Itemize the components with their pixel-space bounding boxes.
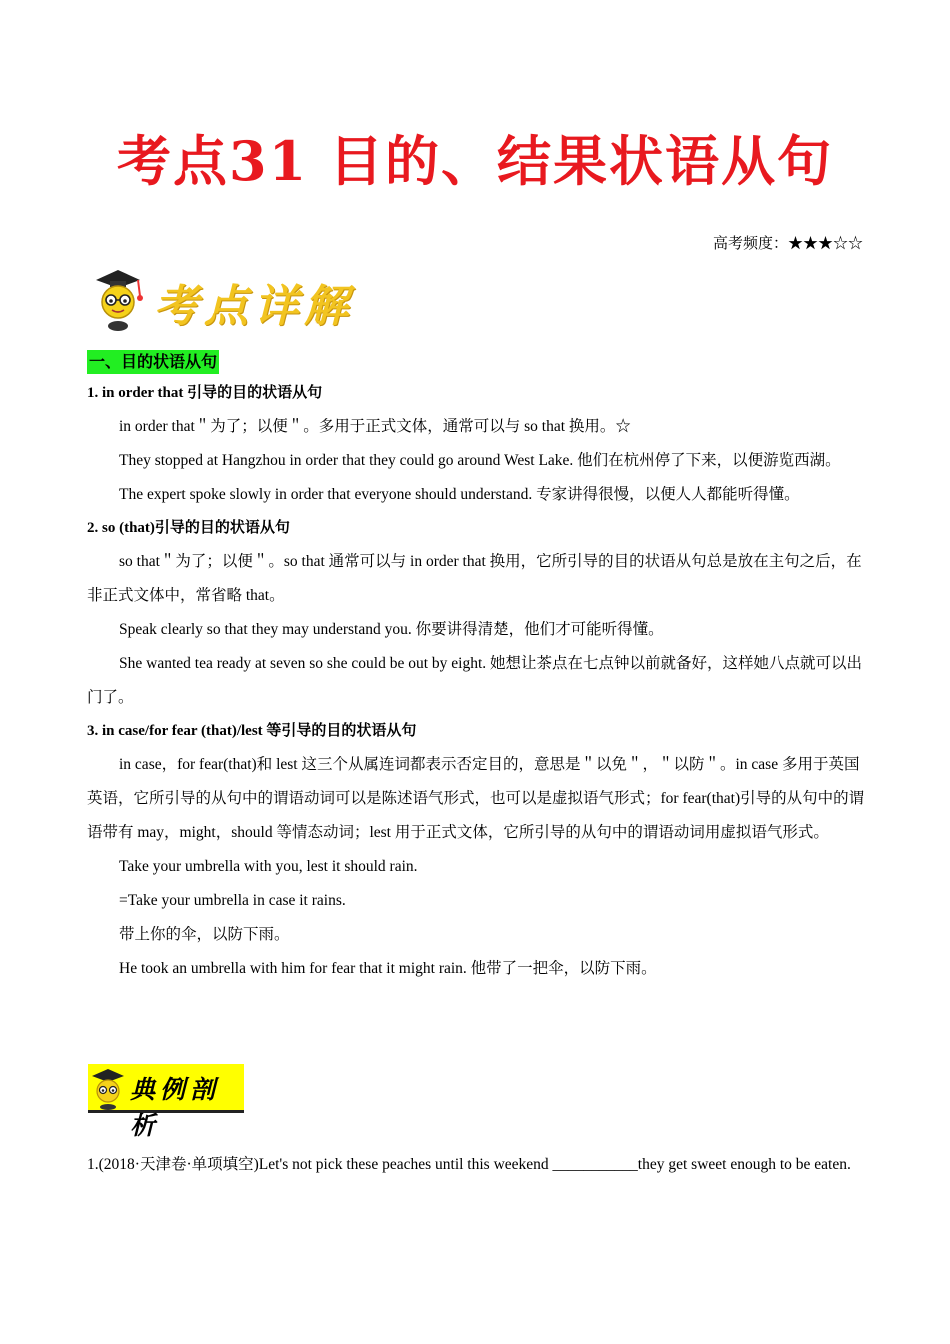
paragraph: Speak clearly so that they may understand you. 你要讲得清楚，他们才可能听得懂。 bbox=[119, 621, 664, 638]
exam-frequency: 高考频度：★★★☆☆ bbox=[712, 236, 863, 252]
section-banner-dianli bbox=[88, 1064, 244, 1140]
scholar-mascot-icon bbox=[88, 266, 154, 332]
paragraph: He took an umbrella with him for fear that it might rain. 他带了一把伞，以防下雨。 bbox=[119, 960, 657, 977]
paragraph: 带上你的伞，以防下雨。 bbox=[119, 926, 290, 943]
paragraph: They stopped at Hangzhou in order that they could go around West Lake. 他们在杭州停了下来，以便游览西湖。 bbox=[119, 452, 841, 469]
question-1: 1.(2018·天津卷·单项填空)Let's not pick these peaches until this weekend ___________they get sweet enough to be eaten. bbox=[87, 1156, 851, 1173]
section-banner-kaodian bbox=[88, 266, 388, 332]
paragraph: in order that＂为了；以便＂。多用于正式文体，通常可以与 so that 换用。☆ bbox=[119, 418, 631, 435]
paragraph: Take your umbrella with you, lest it should rain. bbox=[119, 858, 418, 875]
section-title-purpose-clause: 一、目的状语从句 bbox=[87, 350, 219, 374]
sub-heading-1: 1. in order that 引导的目的状语从句 bbox=[87, 385, 323, 401]
main-content bbox=[87, 350, 865, 986]
paragraph: so that＂为了；以便＂。so that 通常可以与 in order that 换用，它所引导的目的状语从句总是放在主句之后，在非正式文体中，常省略 that。 bbox=[87, 553, 862, 604]
banner-title-dianli: 典例剖析 bbox=[130, 1075, 221, 1140]
paragraph: The expert spoke slowly in order that everyone should understand. 专家讲得很慢，以便人人都能听得懂。 bbox=[119, 486, 800, 503]
banner-title-kaodian: 考点详解 bbox=[154, 281, 354, 332]
page-title: 考点31 目的、结果状语从句 bbox=[117, 129, 833, 193]
sub-heading-2: 2. so (that)引导的目的状语从句 bbox=[87, 520, 290, 536]
paragraph: in case，for fear(that)和 lest 这三个从属连词都表示否定目的，意思是＂以免＂，＂以防＂。in case 多用于英国英语，它所引导的从句中的谓语动词可以是陈述语气形式，也可以是虚拟语气形式；for fear(that)引导的从句中的谓语带有 may，might，should 等情态动词；lest 用于正式文体，它所引导的从句中的谓语动词用虚拟语气形式。 bbox=[87, 756, 865, 841]
paragraph: She wanted tea ready at seven so she could be out by eight. 她想让茶点在七点钟以前就备好，这样她八点就可以出门了。 bbox=[87, 655, 863, 706]
paragraph: =Take your umbrella in case it rains. bbox=[119, 892, 346, 909]
sub-heading-3: 3. in case/for fear (that)/lest 等引导的目的状语从句 bbox=[87, 723, 417, 739]
section-heading bbox=[87, 350, 865, 374]
